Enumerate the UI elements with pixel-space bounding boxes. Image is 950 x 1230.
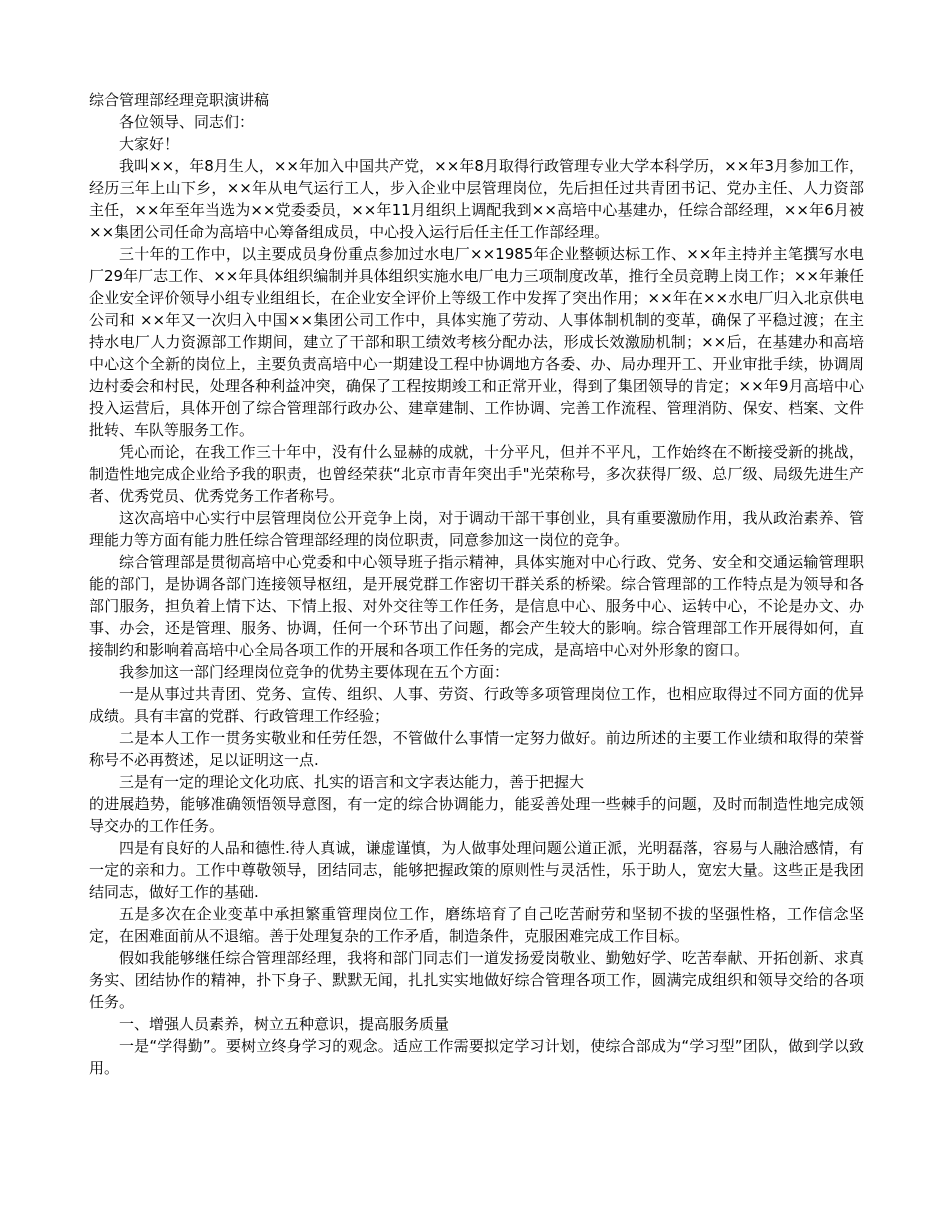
paragraph-self-introduction: 我叫××，年8月生人，××年加入中国共产党，××年8月取得行政管理专业大学本科学历，××年3月参加工作，经历三年上山下乡，××年从电气运行工人，步入企业中层管理岗位，先后担任过共青团书记、党办主任、人力资部主任，××年至年当选为××党委委员，××年11月组织上调配我到××高培中心基建办，任综合部经理，××年6月被××集团公司任命为高培中心筹备组成员，中心投入运行后任主任工作部经理。 [89, 157, 864, 241]
paragraph-learning: 一是“学得勤”。要树立终身学习的观念。适应工作需要拟定学习计划，使综合部成为“学习型”团队，做到学以致用。 [89, 1037, 864, 1077]
paragraph-advantages-intro: 我参加这一部门经理岗位竞争的优势主要体现在五个方面： [119, 663, 510, 681]
greeting: 大家好！ [119, 135, 180, 153]
paragraph-advantage-2: 二是本人工作一贯务实敬业和任劳任怨，不管做什么事情一定努力做好。前边所述的主要工作业绩和取得的荣誉称号不必再赘述，足以证明这一点. [89, 729, 864, 769]
paragraph-commitment: 假如我能够继任综合管理部经理，我将和部门同志们一道发扬爱岗敬业、勤勉好学、吃苦奉献、开拓创新、求真务实、团结协作的精神，扑下身子、默默无闻，扎扎实实地做好综合管理各项工作，圆满完成组织和领导交给的各项任务。 [89, 949, 864, 1011]
paragraph-advantage-4: 四是有良好的人品和德性.待人真诚，谦虚谨慎，为人做事处理问题公道正派，光明磊落，容易与人融洽感情，有一定的亲和力。工作中尊敬领导，团结同志，能够把握政策的原则性与灵活性，乐于助人，宽宏大量。这些正是我团结同志，做好工作的基础. [89, 839, 864, 901]
paragraph-advantage-3: 三是有一定的理论文化功底、扎实的语言和文字表达能力，善于把握大 [119, 773, 585, 791]
paragraph-reflection: 凭心而论，在我工作三十年中，没有什么显赫的成就，十分平凡，但并不平凡，工作始终在不断接受新的挑战，制造性地完成企业给予我的职责，也曾经荣获“北京市青年突出手"光荣称号，多次获得厂级、总厂级、局级先进生产者、优秀党员、优秀党务工作者称号。 [89, 443, 864, 505]
paragraph-advantage-3-continued: 的进展趋势，能够准确领悟领导意图，有一定的综合协调能力，能妥善处理一些棘手的问题，及时而制造性地完成领导交办的工作任务。 [89, 795, 864, 835]
paragraph-advantage-5: 五是多次在企业变革中承担繁重管理岗位工作，磨练培育了自己吃苦耐劳和坚韧不拔的坚强性格，工作信念坚定，在困难面前从不退缩。善于处理复杂的工作矛盾，制造条件，克服困难完成工作目标。 [89, 905, 864, 945]
document-body [89, 111, 864, 1079]
salutation: 各位领导、同志们： [119, 113, 255, 131]
document-page [89, 89, 864, 1079]
document-title: 综合管理部经理竞职演讲稿 [89, 91, 270, 109]
paragraph-department-role: 综合管理部是贯彻高培中心党委和中心领导班子指示精神，具体实施对中心行政、党务、安全和交通运输管理职能的部门，是协调各部门连接领导枢纽，是开展党群工作密切干群关系的桥梁。综合管理部的工作特点是为领导和各部门服务，担负着上情下达、下情上报、对外交往等工作任务，是信息中心、服务中心、运转中心，不论是办文、办事、办会，还是管理、服务、协调，任何一个环节出了问题，都会产生较大的影响。综合管理部工作开展得如何，直接制约和影响着高培中心全局各项工作的开展和各项工作任务的完成，是高培中心对外形象的窗口。 [89, 553, 864, 659]
paragraph-work-history: 三十年的工作中，以主要成员身份重点参加过水电厂××1985年企业整顿达标工作、××年主持并主笔撰写水电厂29年厂志工作、××年具体组织编制并具体组织实施水电厂电力三项制度改革，推行全员竞聘上岗工作；××年兼任企业安全评价领导小组专业组组长，在企业安全评价上等级工作中发挥了突出作用；××年在××水电厂归入北京供电公司和 ××年又一次归入中国××集团公司工作中，具体实施了劳动、人事体制机制的变革，确保了平稳过渡；在主持水电厂人力资源部工作期间，建立了干部和职工绩效考核分配办法，形成长效激励机制；××后，在基建办和高培中心这个全新的岗位上，主要负责高培中心一期建设工程中协调地方各委、办、局办理开工、开业审批手续，协调周边村委会和村民，处理各种利益冲突，确保了工程按期竣工和正常开业，得到了集团领导的肯定；××年9月高培中心投入运营后，具体开创了综合管理部行政办公、建章建制、工作协调、完善工作流程、管理消防、保安、档案、文件批转、车队等服务工作。 [89, 245, 864, 439]
section-heading-1: 一、增强人员素养，树立五种意识，提高服务质量 [119, 1015, 450, 1033]
paragraph-advantage-1: 一是从事过共青团、党务、宣传、组织、人事、劳资、行政等多项管理岗位工作，也相应取得过不同方面的优异成绩。具有丰富的党群、行政管理工作经验； [89, 685, 864, 725]
paragraph-competition-intent: 这次高培中心实行中层管理岗位公开竞争上岗，对于调动干部干事创业，具有重要激励作用，我从政治素养、管理能力等方面有能力胜任综合管理部经理的岗位职责，同意参加这一岗位的竞争。 [89, 509, 864, 549]
